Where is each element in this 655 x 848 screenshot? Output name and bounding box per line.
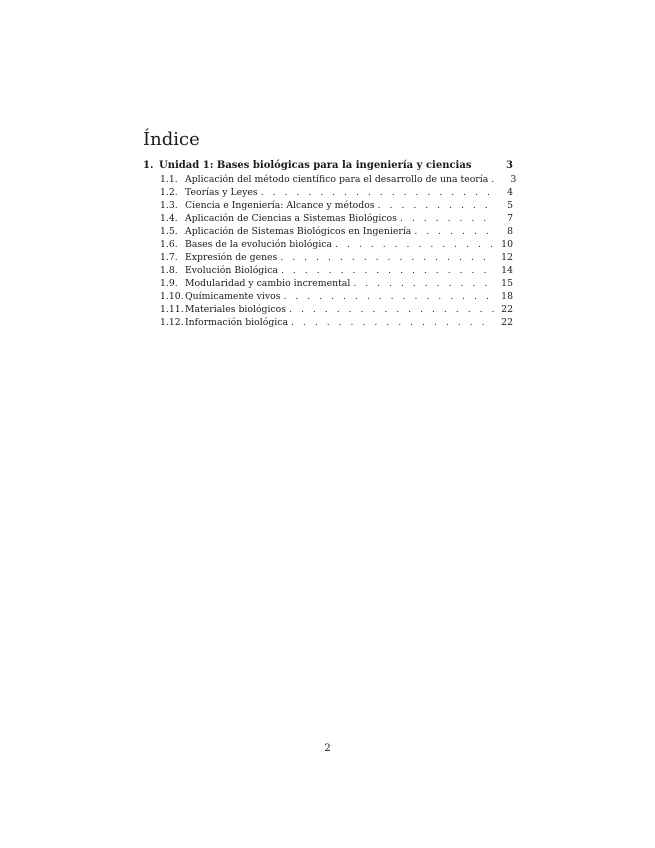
toc-entry-title: Ciencia e Ingeniería: Alcance y métodos bbox=[185, 200, 375, 211]
toc-entry-title: Aplicación del método científico para el desarrollo de una teoría bbox=[185, 174, 489, 185]
toc-entry-number: 1.5. bbox=[160, 226, 178, 237]
toc-entry-number: 1.10. bbox=[160, 291, 184, 302]
toc-entry-1-2[interactable] bbox=[143, 187, 513, 200]
toc-entry-title: Teorías y Leyes bbox=[185, 187, 258, 198]
dot-leader bbox=[491, 174, 497, 185]
toc-entry-1-11[interactable] bbox=[143, 304, 513, 317]
toc-entry-title: Aplicación de Sistemas Biológicos en Ingeniería bbox=[185, 226, 412, 237]
toc-entry-number: 1.6. bbox=[160, 239, 178, 250]
toc-entry-1-9[interactable] bbox=[143, 278, 513, 291]
toc-entry-title: Modularidad y cambio incremental bbox=[185, 278, 351, 289]
toc-section-title: Unidad 1: Bases biológicas para la ingeniería y ciencias bbox=[159, 160, 472, 171]
toc-entry-page: 7 bbox=[507, 213, 513, 224]
table-of-contents bbox=[143, 160, 517, 330]
toc-entry-title: Aplicación de Ciencias a Sistemas Biológicos bbox=[185, 213, 397, 224]
toc-section-number: 1. bbox=[143, 160, 154, 171]
toc-entry-title: Bases de la evolución biológica bbox=[185, 239, 333, 250]
dot-leader bbox=[335, 239, 494, 250]
toc-entry-title: Información biológica bbox=[185, 317, 288, 328]
dot-leader bbox=[261, 187, 494, 198]
toc-entry-number: 1.11. bbox=[160, 304, 184, 315]
toc-entry-1-12[interactable] bbox=[143, 317, 513, 330]
toc-entry-page: 4 bbox=[507, 187, 513, 198]
toc-entry-1-5[interactable] bbox=[143, 226, 513, 239]
dot-leader bbox=[281, 265, 494, 276]
toc-entry-page: 3 bbox=[510, 174, 517, 185]
toc-entry-number: 1.1. bbox=[160, 174, 178, 185]
toc-entry-title: Expresión de genes bbox=[185, 252, 278, 263]
toc-entry-page: 22 bbox=[501, 317, 513, 328]
dot-leader bbox=[280, 252, 494, 263]
toc-entry-1-10[interactable] bbox=[143, 291, 513, 304]
toc-entry-1-8[interactable] bbox=[143, 265, 513, 278]
toc-entry-page: 14 bbox=[501, 265, 513, 276]
toc-entry-1-3[interactable] bbox=[143, 200, 513, 213]
dot-leader bbox=[289, 304, 494, 315]
toc-entry-number: 1.4. bbox=[160, 213, 178, 224]
toc-entry-page: 18 bbox=[501, 291, 513, 302]
dot-leader bbox=[291, 317, 494, 328]
dot-leader bbox=[414, 226, 494, 237]
toc-entry-number: 1.8. bbox=[160, 265, 178, 276]
toc-entry-title: Evolución Biológica bbox=[185, 265, 278, 276]
dot-leader bbox=[353, 278, 494, 289]
toc-entry-1-6[interactable] bbox=[143, 239, 513, 252]
toc-entry-1-4[interactable] bbox=[143, 213, 513, 226]
toc-entry-number: 1.2. bbox=[160, 187, 178, 198]
toc-entry-number: 1.7. bbox=[160, 252, 178, 263]
toc-entry-title: Químicamente vivos bbox=[185, 291, 281, 302]
toc-section-1[interactable] bbox=[143, 160, 513, 174]
page-number: 2 bbox=[324, 743, 331, 754]
toc-entry-1-7[interactable] bbox=[143, 252, 513, 265]
page-title: Índice bbox=[143, 129, 200, 150]
toc-entry-number: 1.3. bbox=[160, 200, 178, 211]
toc-entry-1-1[interactable] bbox=[143, 174, 517, 187]
dot-leader bbox=[378, 200, 494, 211]
dot-leader bbox=[283, 291, 494, 302]
toc-section-page: 3 bbox=[506, 160, 513, 171]
toc-entry-page: 15 bbox=[501, 278, 513, 289]
dot-leader bbox=[400, 213, 494, 224]
toc-entry-page: 12 bbox=[501, 252, 513, 263]
toc-entry-page: 5 bbox=[507, 200, 513, 211]
toc-entry-number: 1.9. bbox=[160, 278, 178, 289]
toc-entry-title: Materiales biológicos bbox=[185, 304, 287, 315]
toc-entry-page: 22 bbox=[501, 304, 513, 315]
toc-entry-number: 1.12. bbox=[160, 317, 184, 328]
toc-entry-page: 8 bbox=[507, 226, 513, 237]
toc-entry-page: 10 bbox=[501, 239, 513, 250]
